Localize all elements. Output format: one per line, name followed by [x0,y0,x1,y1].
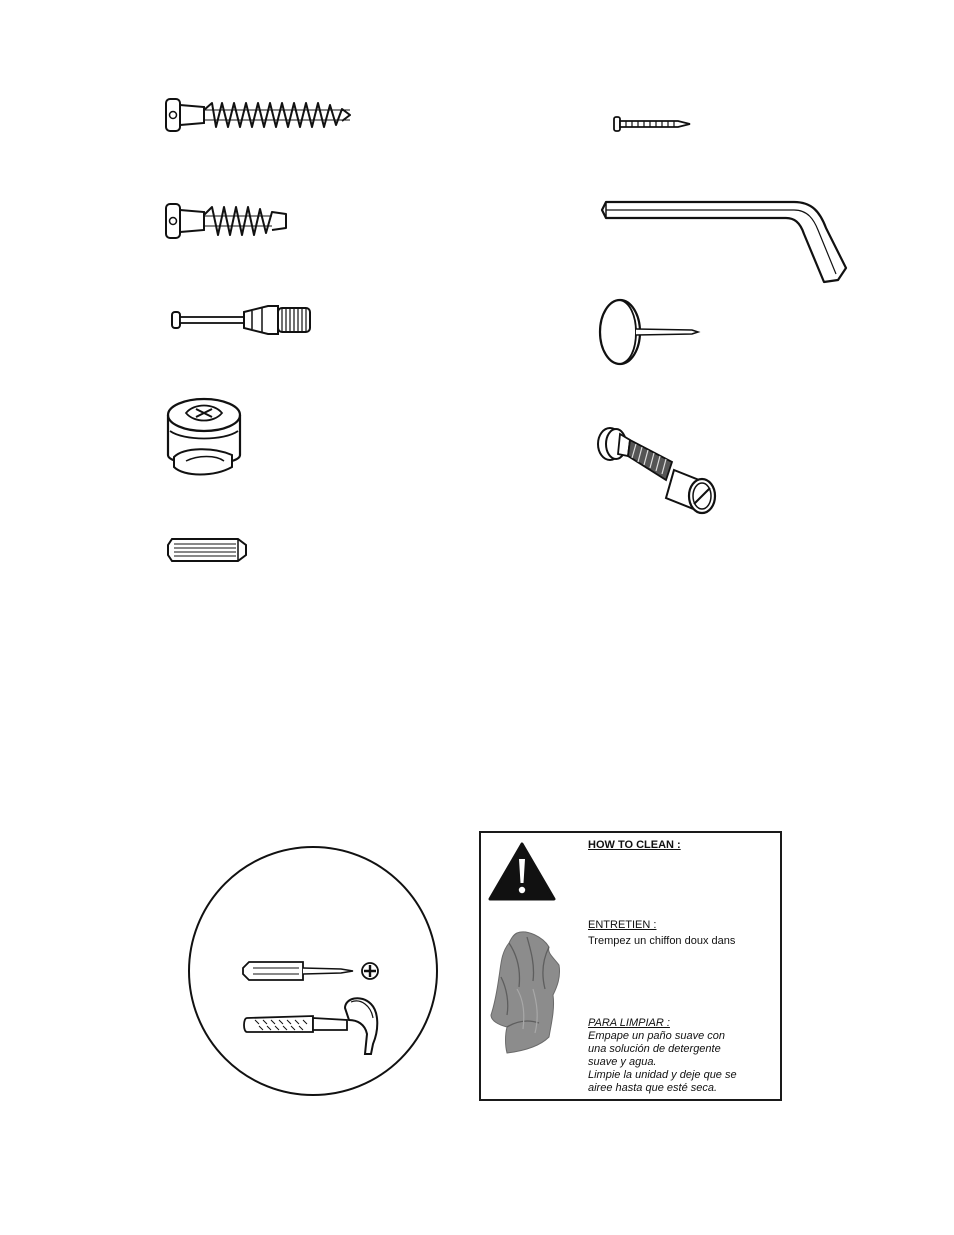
phillips-screwdriver-icon [241,958,383,984]
how-to-clean-heading: HOW TO CLEAN : [588,839,681,851]
para-limpiar-line: suave y agua. [588,1056,657,1068]
para-limpiar-line: Empape un paño suave con [588,1030,725,1042]
para-limpiar-line: Limpie la unidad y deje que se [588,1069,737,1081]
entretien-heading: ENTRETIEN : [588,919,657,931]
cloth-icon [487,929,563,1057]
cam-pin-icon [168,300,318,340]
para-limpiar-line: airee hasta que esté seca. [588,1082,718,1094]
warning-triangle-icon [487,841,557,903]
small-nail-icon [612,114,694,134]
para-limpiar-heading: PARA LIMPIAR : [588,1017,670,1029]
long-bolt-screw-icon [160,95,360,137]
cam-lock-icon [164,395,246,480]
short-bolt-screw-icon [160,200,300,242]
wooden-dowel-icon [166,535,250,565]
cleaning-instructions-box [479,831,782,1101]
entretien-body: Trempez un chiffon doux dans [588,935,736,947]
connector-bolt-and-barrel-nut-icon [592,418,724,518]
allen-wrench-icon [598,196,852,286]
para-limpiar-line: una solución de detergente [588,1043,721,1055]
glide-tack-icon [596,298,706,368]
hammer-icon [241,994,383,1060]
para-limpiar-body [588,1030,737,1095]
